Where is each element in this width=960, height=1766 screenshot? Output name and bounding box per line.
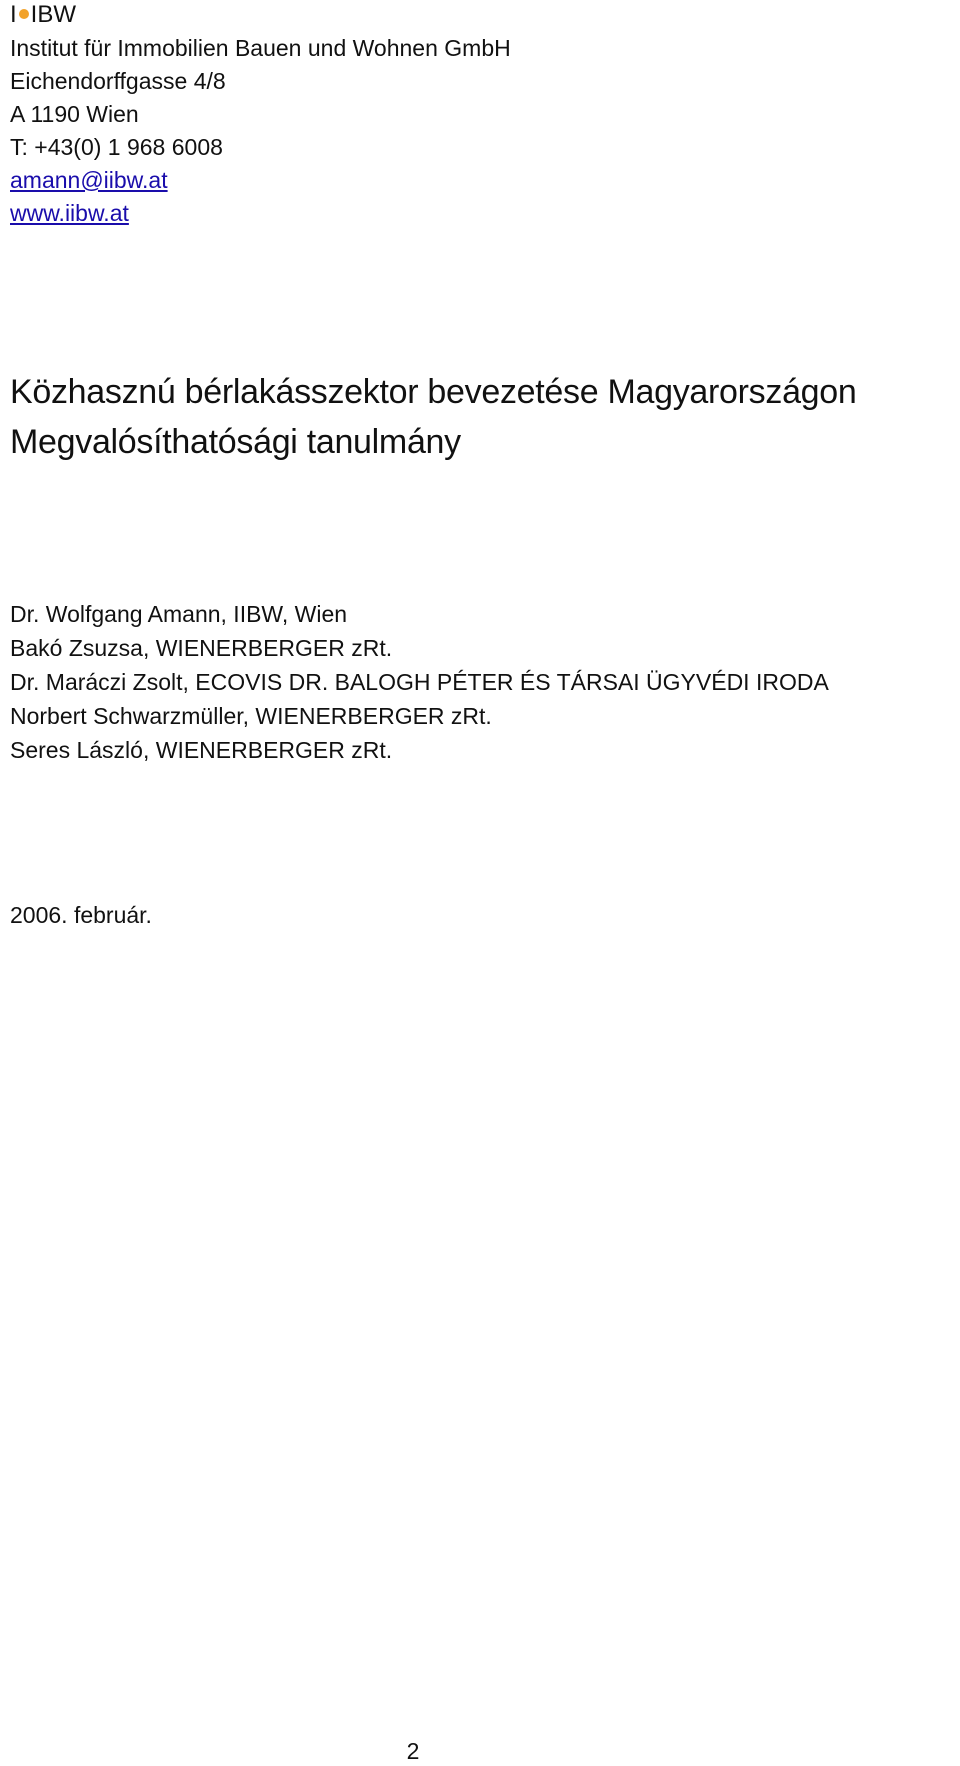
logo-letter-i: I <box>10 1 17 28</box>
document-title <box>10 367 857 467</box>
author-item: Dr. Wolfgang Amann, IIBW, Wien <box>10 601 348 627</box>
organization-city: A 1190 Wien <box>10 101 139 127</box>
author-list <box>10 597 829 767</box>
title-line-subtitle: Megvalósíthatósági tanulmány <box>10 423 461 461</box>
author-item: Dr. Maráczi Zsolt, ECOVIS DR. BALOGH PÉTER ÉS TÁRSAI ÜGYVÉDI IRODA <box>10 669 829 695</box>
document-date: 2006. február. <box>10 902 152 928</box>
email-link[interactable]: amann@iibw.at <box>10 167 168 193</box>
website-link[interactable]: www.iibw.at <box>10 200 129 226</box>
author-item: Bakó Zsuzsa, WIENERBERGER zRt. <box>10 635 393 661</box>
iibw-logo <box>10 0 511 30</box>
organization-street: Eichendorffgasse 4/8 <box>10 68 226 94</box>
organization-header <box>10 0 511 230</box>
organization-name: Institut für Immobilien Bauen und Wohnen GmbH <box>10 35 511 61</box>
logo-letters-ibw: IBW <box>30 1 76 28</box>
author-item: Seres László, WIENERBERGER zRt. <box>10 737 393 763</box>
author-item: Norbert Schwarzmüller, WIENERBERGER zRt. <box>10 703 492 729</box>
logo-dot-icon <box>19 9 29 19</box>
page-number: 2 <box>406 1738 420 1764</box>
organization-phone: T: +43(0) 1 968 6008 <box>10 134 223 160</box>
title-line-main: Közhasznú bérlakásszektor bevezetése Magyarországon <box>10 373 857 411</box>
